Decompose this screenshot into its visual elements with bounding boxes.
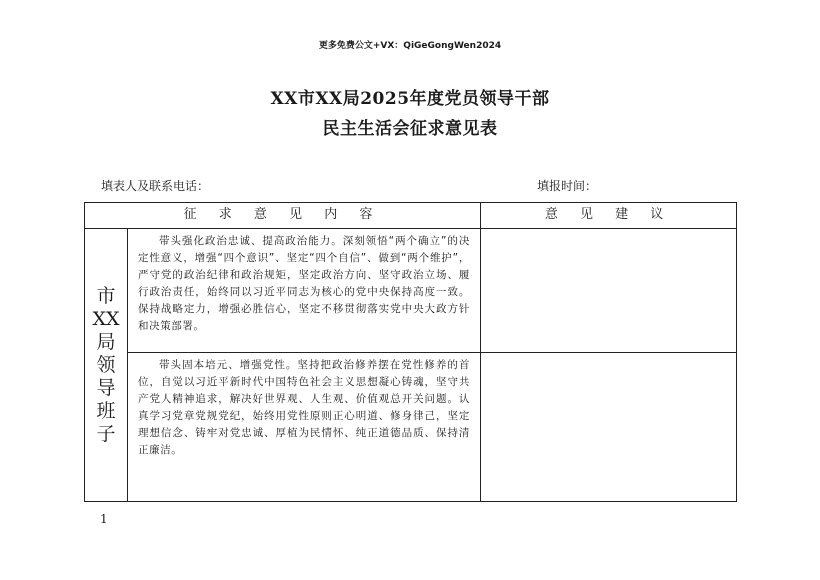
document-title: XX市XX局2025年度党员领导干部 — [270, 89, 550, 109]
side-label-char: 领 — [96, 353, 116, 376]
content-cell — [128, 353, 481, 502]
content-column-header: 征 求 意 见 内 容 — [85, 203, 481, 229]
side-label-char: 市 — [96, 284, 116, 307]
content-text: 带头强化政治忠诚、提高政治能力。深刻领悟“两个确立”的决定性意义，增强“四个意识”、坚定“四个自信”、做到“两个维护”，严守党的政治纪律和政治规矩，坚定政治方向、坚守政治立场、履行政治责任，始终同以习近平同志为核心的党中央保持高度一致。保持战略定力，增强必胜信心，坚定不移贯彻落实党中央大政方针和决策部署。 — [138, 235, 471, 332]
side-label-char: 班 — [96, 399, 116, 422]
document-subtitle: 民主生活会征求意见表 — [322, 119, 498, 139]
opinion-cell[interactable] — [481, 353, 737, 502]
content-text: 带头固本培元、增强党性。坚持把政治修养摆在党性修养的首位，自觉以习近平新时代中国特色社会主义思想凝心铸魂，坚守共产党人精神追求，解决好世界观、人生观、价值观总开关问题。认真学习党章党规党纪，始终用党性原则正心明道、修身律己，坚定理想信念、铸牢对党忠诚、厚植为民情怀、纯正道德品质、保持清正廉洁。 — [138, 359, 471, 456]
page-number: 1 — [100, 512, 108, 526]
header-note: 更多免费公文+VX：QiGeGongWen2024 — [318, 41, 502, 51]
side-label-leadership — [85, 229, 128, 502]
content-cell — [128, 229, 481, 353]
date-label: 填报时间： — [537, 179, 598, 193]
side-label-char: 子 — [96, 422, 116, 445]
side-label-char: XX — [92, 307, 120, 330]
opinion-form-table — [84, 202, 737, 502]
table-header-row — [85, 203, 737, 229]
side-label-char: 导 — [96, 376, 116, 399]
opinion-column-header: 意 见 建 议 — [481, 203, 737, 229]
filler-label: 填表人及联系电话： — [101, 179, 210, 193]
table-row — [85, 229, 737, 353]
side-label-char: 局 — [96, 330, 116, 353]
table-row — [85, 353, 737, 502]
opinion-cell[interactable] — [481, 229, 737, 353]
